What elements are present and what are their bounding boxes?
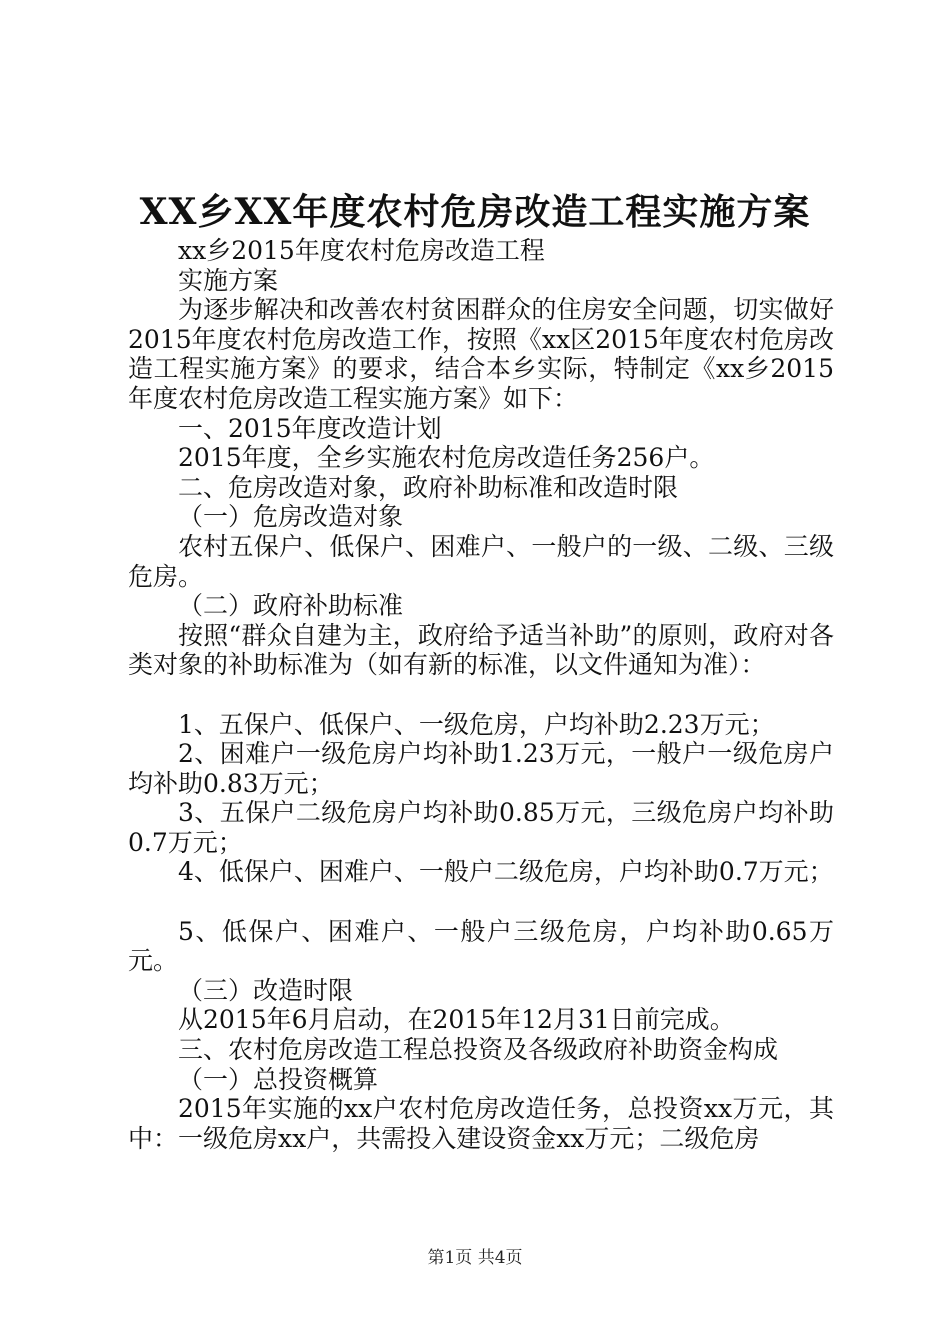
subsection-heading: （一）总投资概算 <box>178 1064 379 1094</box>
subsection-heading: （一）危房改造对象 <box>178 502 404 532</box>
body-paragraph: 按照“群众自建为主，政府给予适当补助”的原则，政府对各类对象的补助标准为（如有新的标准，以文件通知为准）： <box>128 620 834 680</box>
body-paragraph: 为逐步解决和改善农村贫困群众的住房安全问题，切实做好2015年度农村危房改造工作，按照《xx区2015年度农村危房改造工程实施方案》的要求，结合本乡实际，特制定《xx乡2015年度农村危房改造工程实施方案》如下： <box>128 295 834 413</box>
section-heading: 二、危房改造对象，政府补助标准和改造时限 <box>178 472 679 502</box>
body-paragraph: 2015年度，全乡实施农村危房改造任务256户。 <box>178 443 715 473</box>
list-item: 3、五保户二级危房户均补助0.85万元，三级危房户均补助0.7万元； <box>128 798 834 857</box>
subsection-heading: （二）政府补助标准 <box>178 591 404 621</box>
list-item: 4、低保户、困难户、一般户二级危房，户均补助0.7万元； <box>178 857 834 887</box>
blank-line <box>128 887 834 917</box>
body-paragraph: 实施方案 <box>178 265 279 295</box>
body-paragraph: 农村五保户、低保户、困难户、一般户的一级、二级、三级危房。 <box>128 531 834 591</box>
document-title: XX乡XX年度农村危房改造工程实施方案 <box>139 191 811 233</box>
list-item: 2、困难户一级危房户均补助1.23万元，一般户一级危房户均补助0.83万元； <box>128 739 834 798</box>
body-paragraph: 2015年实施的xx户农村危房改造任务，总投资xx万元，其中：一级危房xx户，共需投入建设资金xx万元；二级危房 <box>128 1094 834 1153</box>
page-footer: 第1页 共4页 <box>427 1248 523 1268</box>
body-paragraph: 从2015年6月启动，在2015年12月31日前完成。 <box>178 1005 735 1035</box>
list-item: 5、低保户、困难户、一般户三级危房，户均补助0.65万元。 <box>128 916 834 976</box>
blank-line <box>128 680 834 710</box>
body-paragraph: xx乡2015年度农村危房改造工程 <box>178 236 545 265</box>
section-heading: 一、2015年度改造计划 <box>178 413 442 443</box>
document-body <box>128 236 834 1153</box>
section-heading: 三、农村危房改造工程总投资及各级政府补助资金构成 <box>178 1035 779 1065</box>
list-item: 1、五保户、低保户、一级危房，户均补助2.23万元； <box>178 709 775 739</box>
subsection-heading: （三）改造时限 <box>178 975 354 1005</box>
